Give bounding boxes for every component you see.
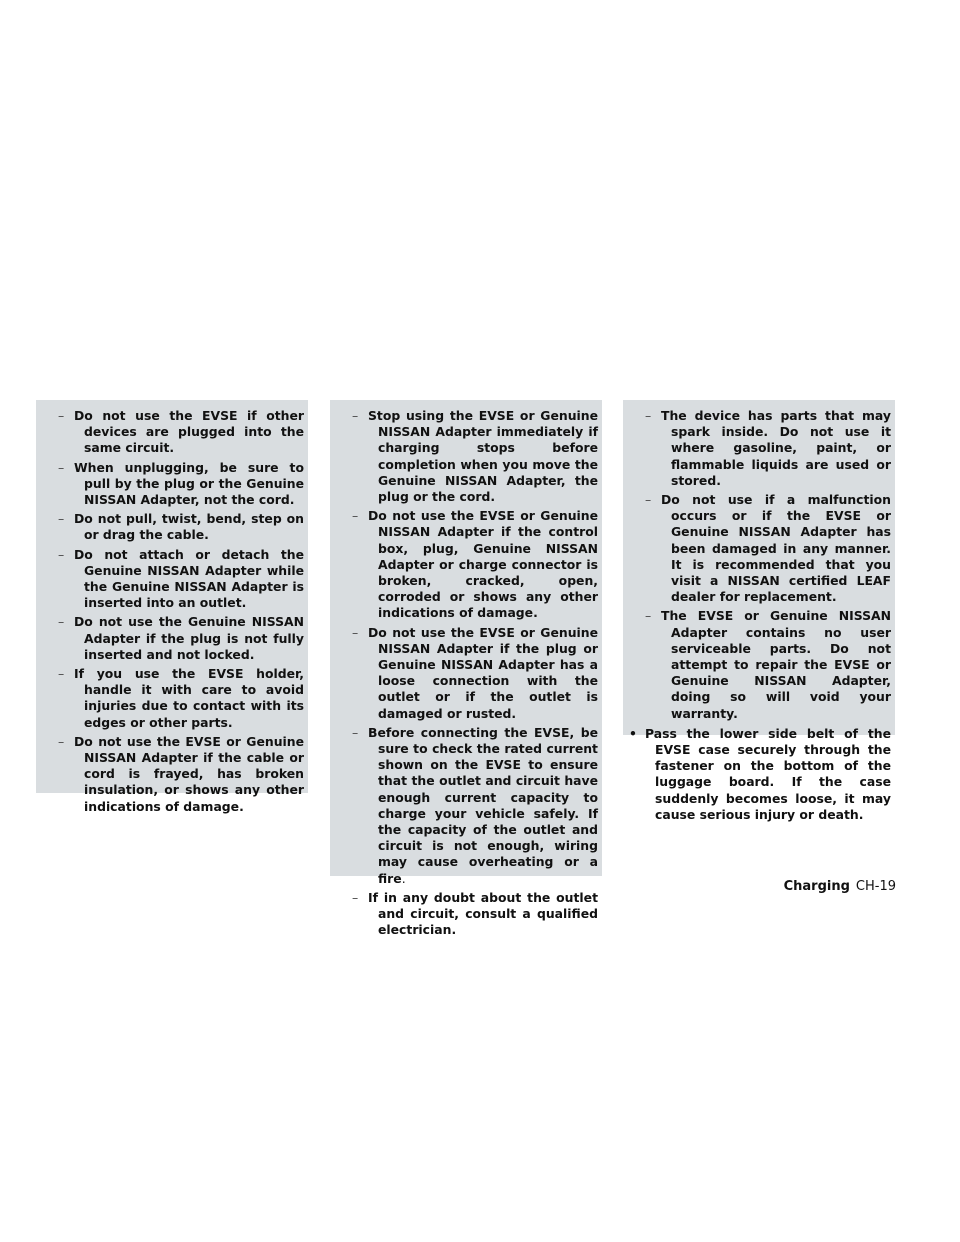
- dash-mark: –: [58, 511, 65, 527]
- list-item: [58, 733, 304, 815]
- list-item: [58, 614, 304, 663]
- trailing-period: .: [401, 870, 406, 886]
- page-number: CH-19: [855, 879, 896, 894]
- list-item-text: Do not use the EVSE or Genuine NISSAN Adapter if the plug or Genuine NISSAN Adapter has a loose connection with the outlet or if the outlet is damaged or rusted.: [368, 624, 598, 721]
- list-item-text: Do not use the EVSE or Genuine NISSAN Adapter if the control box, plug, Genuine NISSAN Adapter or charge connector is broken, cracked, open, corroded or shows any other indications of damage.: [368, 508, 598, 621]
- dash-mark: –: [58, 459, 65, 475]
- dash-mark: –: [645, 408, 652, 423]
- list-item-text: Do not use the EVSE if other devices are plugged into the same circuit.: [74, 408, 304, 456]
- section-title: Charging: [783, 879, 850, 894]
- dash-mark: –: [352, 508, 359, 524]
- list-item: [352, 508, 598, 621]
- warning-column-1: [36, 400, 308, 814]
- bullet-mark: •: [629, 725, 637, 741]
- list-item: [645, 408, 891, 489]
- dash-mark: –: [352, 724, 359, 740]
- list-item: [352, 889, 598, 939]
- warning-column-3: [623, 400, 895, 822]
- warning-list-1: [36, 408, 304, 815]
- list-item-text: Do not use if a malfunction occurs or if the EVSE or Genuine NISSAN Adapter has been damaged in any manner. It is recommended that you visit a NISSAN certified LEAF dealer for replacement.: [661, 492, 891, 605]
- list-item-text: If you use the EVSE holder, handle it with care to avoid injuries due to contact with its edges or other parts.: [74, 666, 304, 730]
- list-item: [645, 608, 891, 721]
- dash-mark: –: [58, 408, 65, 423]
- dash-mark: –: [352, 408, 359, 423]
- dash-mark: –: [58, 733, 65, 749]
- list-item: [58, 511, 304, 543]
- list-item-text: Do not use the EVSE or Genuine NISSAN Adapter if the cable or cord is frayed, has broken insulation, or shows any other indications of damage.: [74, 733, 304, 814]
- warning-list-3: [623, 408, 891, 823]
- list-item-text: Before connecting the EVSE, be sure to check the rated current shown on the EVSE to ensure that the outlet and circuit have enough current capacity to charge your vehicle safely. If the capacity of the outlet and circuit is not enough, wiring may cause overheating or a fire: [368, 724, 598, 886]
- list-item: [58, 408, 304, 457]
- dash-mark: –: [645, 608, 652, 624]
- warning-list-2: [330, 408, 598, 939]
- list-item-text-with-period: [368, 725, 598, 887]
- list-item-text: The EVSE or Genuine NISSAN Adapter contains no user serviceable parts. Do not attempt to repair the EVSE or Genuine NISSAN Adapter, doing so will void your warranty.: [661, 608, 891, 721]
- dash-mark: –: [352, 889, 359, 905]
- list-item-text: If in any doubt about the outlet and circuit, consult a qualified electrician.: [368, 889, 598, 938]
- list-item: [352, 724, 598, 887]
- list-item-text: The device has parts that may spark inside. Do not use it where gasoline, paint, or flammable liquids are used or stored.: [661, 408, 891, 488]
- list-item-text: When unplugging, be sure to pull by the plug or the Genuine NISSAN Adapter, not the cord.: [74, 459, 304, 508]
- bullet-item-text: Pass the lower side belt of the EVSE case securely through the fastener on the bottom of the luggage board. If the case suddenly becomes loose, it may cause serious injury or death.: [645, 725, 891, 822]
- list-item: [58, 459, 304, 509]
- list-item-text: Stop using the EVSE or Genuine NISSAN Adapter immediately if charging stops before completion when you move the Genuine NISSAN Adapter, the plug or the cord.: [368, 408, 598, 505]
- list-item: [58, 546, 304, 612]
- list-item: [645, 492, 891, 605]
- dash-mark: –: [645, 492, 652, 508]
- dash-mark: –: [58, 666, 65, 682]
- dash-mark: –: [58, 614, 65, 630]
- list-item-text: Do not pull, twist, bend, step on or drag the cable.: [74, 511, 304, 543]
- list-item-text: Do not attach or detach the Genuine NISSAN Adapter while the Genuine NISSAN Adapter is inserted into an outlet.: [74, 546, 304, 611]
- list-item: [352, 624, 598, 722]
- bullet-item: [629, 725, 891, 823]
- list-item-text: Do not use the Genuine NISSAN Adapter if the plug is not fully inserted and not locked.: [74, 614, 304, 662]
- dash-mark: –: [58, 546, 65, 562]
- list-item: [58, 666, 304, 731]
- dash-mark: –: [352, 624, 359, 640]
- warning-column-2: [330, 400, 602, 938]
- page-footer: [784, 878, 896, 896]
- list-item: [352, 408, 598, 505]
